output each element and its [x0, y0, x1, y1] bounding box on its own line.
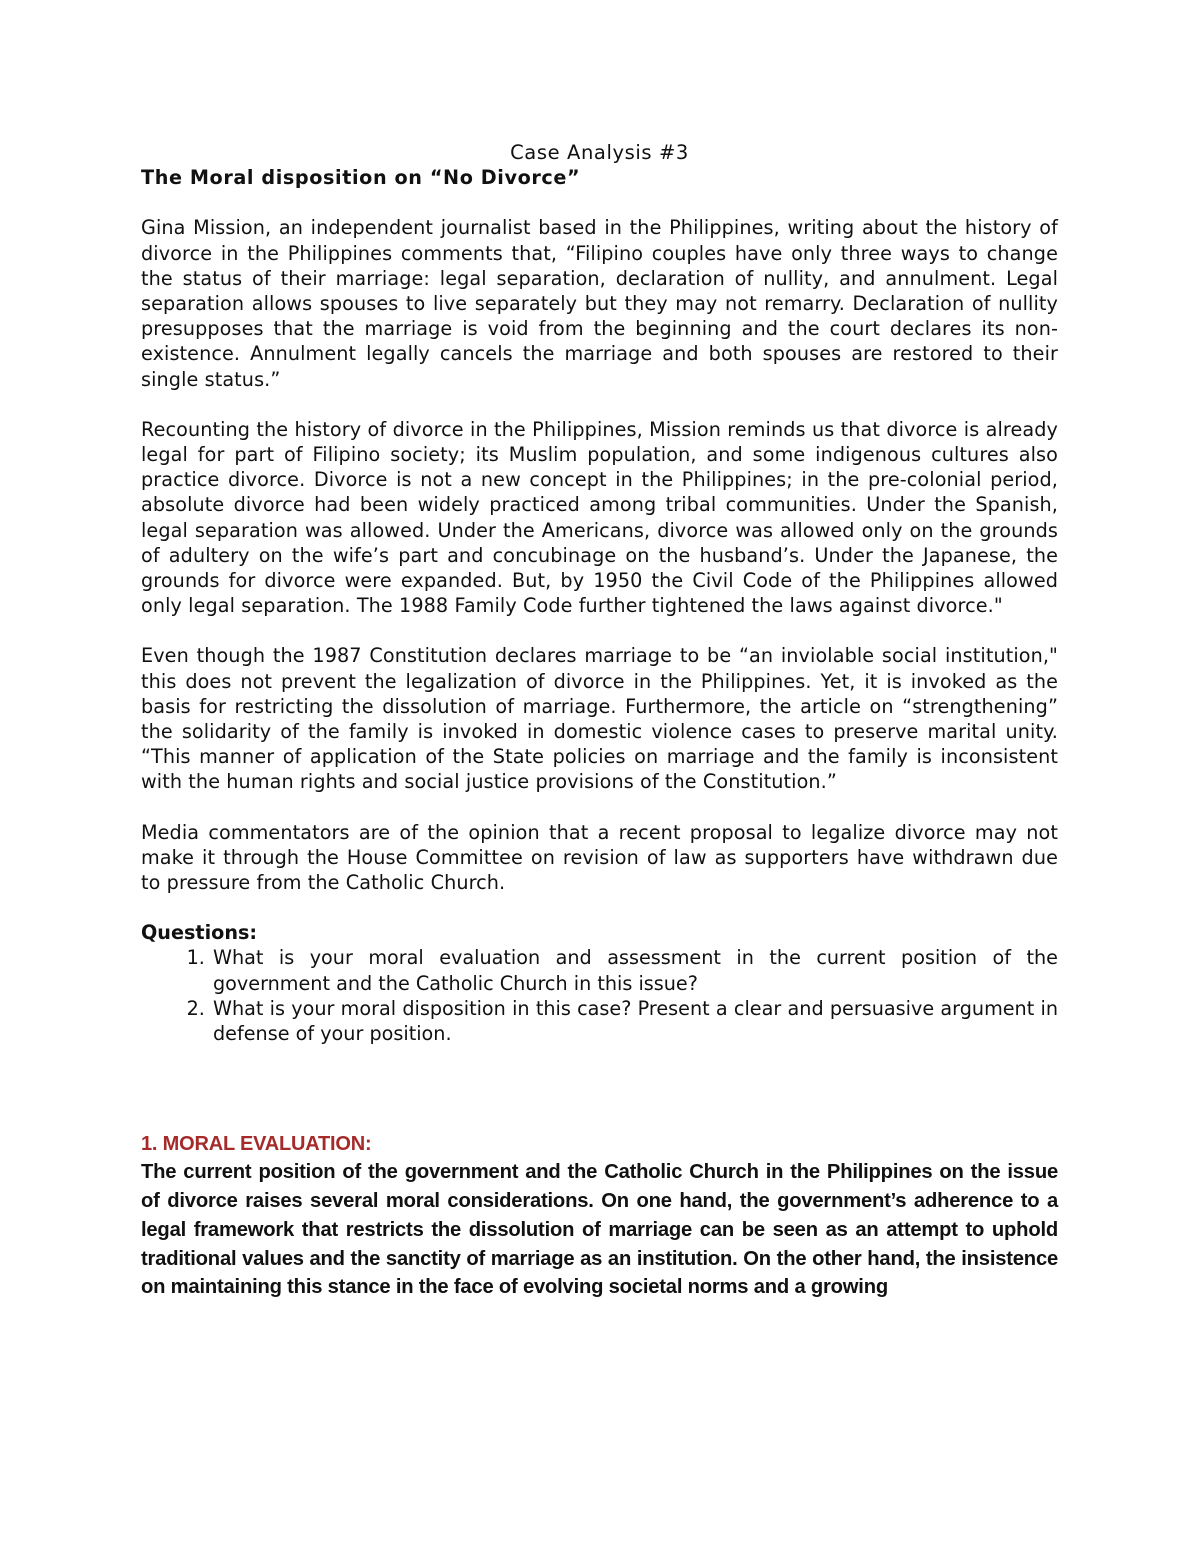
document-page [141, 140, 1058, 1302]
document-title: Case Analysis #3 [510, 141, 689, 164]
spacer [141, 795, 1058, 820]
paragraph-1: Gina Mission, an independent journalist based in the Philippines, writing about the history of divorce in the Philippines comments that, “Filipino couples have only three ways to change the status of their marriage: legal separation, declaration of nullity, and annulment. Legal separation allows spouses to live separately but they may not remarry. Declaration of nullity presupposes that the marriage is void from the beginning and the court declares its non-existence. Annulment legally cancels the marriage and both spouses are restored to their single status.” [141, 216, 1058, 391]
spacer [141, 392, 1058, 417]
paragraph-2: Recounting the history of divorce in the Philippines, Mission reminds us that divorce is already legal for part of Filipino society; its Muslim population, and some indigenous cultures also practice divorce. Divorce is not a new concept in the Philippines; in the pre-colonial period, absolute divorce had been widely practiced among tribal communities. Under the Spanish, legal separation was allowed. Under the Americans, divorce was allowed only on the grounds of adultery on the wife’s part and concubinage on the husband’s. Under the Japanese, the grounds for divorce were expanded. But, by 1950 the Civil Code of the Philippines allowed only legal separation. The 1988 Family Code further tightened the laws against divorce." [141, 417, 1058, 618]
questions-label: Questions: [141, 921, 258, 945]
paragraph-3: Even though the 1987 Constitution declares marriage to be “an inviolable social institution," this does not prevent the legalization of divorce in the Philippines. Yet, it is invoked as the basis for restricting the dissolution of marriage. Furthermore, the article on “strengthening” the solidarity of the family is invoked in domestic violence cases to preserve marital unity. “This manner of application of the State policies on marriage and the family is inconsistent with the human rights and social justice provisions of the Constitution.” [141, 644, 1058, 794]
question-item: 2. What is your moral disposition in this case? Present a clear and persuasive argument in defense of your position. [211, 996, 1058, 1046]
document-subtitle: The Moral disposition on “No Divorce” [141, 166, 581, 190]
spacer [141, 190, 1058, 215]
answer-heading: 1. MORAL EVALUATION: [141, 1133, 372, 1156]
spacer [141, 618, 1058, 643]
question-item: 1. What is your moral evaluation and assessment in the current position of the government and the Catholic Church in this issue? [211, 945, 1058, 995]
answer-paragraph: The current position of the government and the Catholic Church in the Philippines on the issue of divorce raises several moral considerations. On one hand, the government’s adherence to a legal framework that restricts the dissolution of marriage can be seen as an attempt to uphold traditional values and the sanctity of marriage as an institution. On the other hand, the insistence on maintaining this stance in the face of evolving societal norms and a growing [141, 1161, 1058, 1299]
spacer [141, 895, 1058, 920]
questions-list [141, 945, 1058, 1046]
paragraph-4: Media commentators are of the opinion that a recent proposal to legalize divorce may not make it through the House Committee on revision of law as supporters have withdrawn due to pressure from the Catholic Church. [141, 820, 1058, 895]
